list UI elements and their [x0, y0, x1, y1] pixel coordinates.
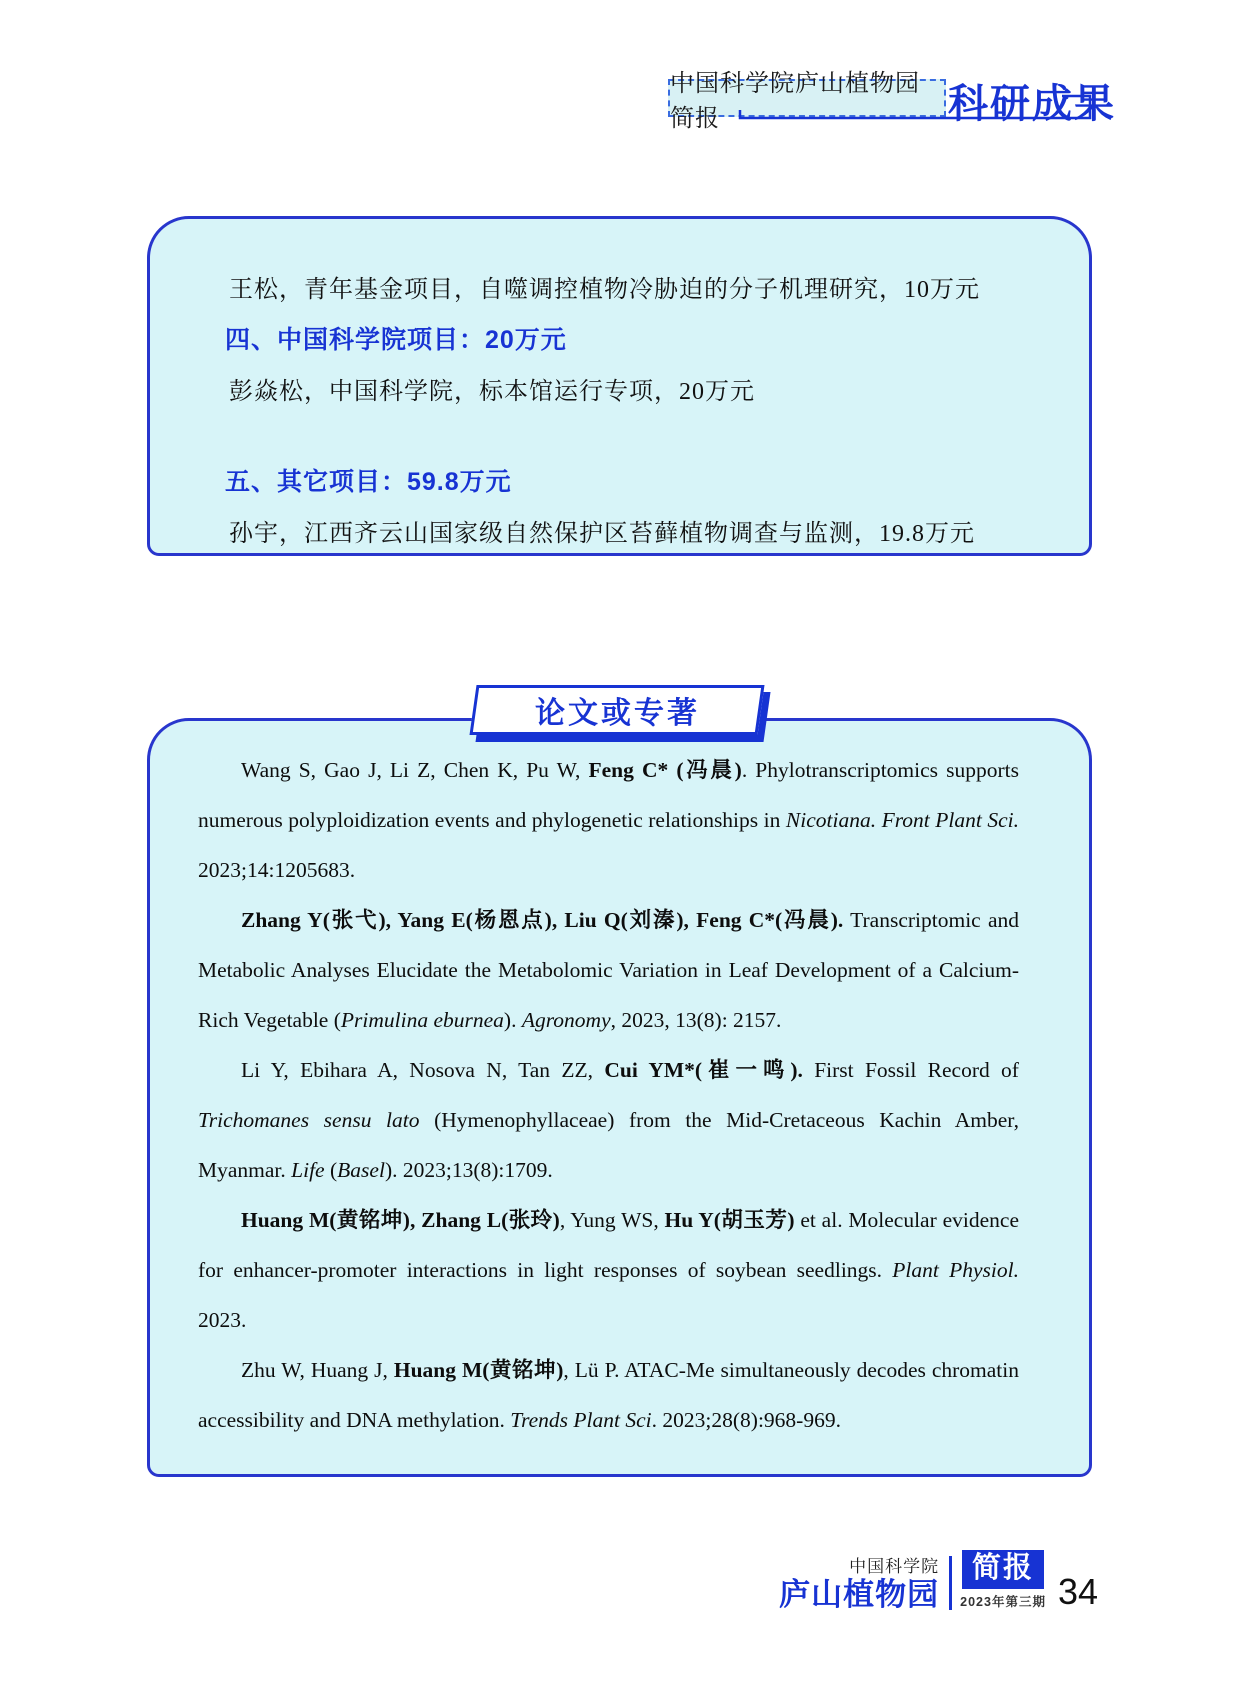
- footer-organization: [779, 1558, 939, 1610]
- footer-org-line2: 庐山植物园: [779, 1577, 940, 1612]
- footer-issue: 2023年第三期: [960, 1595, 1046, 1609]
- text-run: Agronomy: [521, 1008, 611, 1032]
- text-run: . Phylotranscriptomics supports numerous polyploidization events and phylogenetic relationships in: [198, 758, 1020, 832]
- text-run: . 2023;28(8):968-969.: [651, 1408, 841, 1432]
- text-run: Primulina eburnea: [340, 1008, 504, 1032]
- text-run: Life: [291, 1158, 325, 1182]
- text-run: 2023.: [198, 1308, 247, 1332]
- footer-divider: [949, 1556, 952, 1610]
- publication-entry: [198, 1345, 1019, 1445]
- page-number: 34: [1057, 1571, 1098, 1612]
- text-run: Cui YM*(崔一鸣).: [604, 1058, 803, 1082]
- funding-heading-cas: 四、中国科学院项目：20万元: [225, 326, 567, 354]
- spacer: [225, 407, 1029, 467]
- funding-line: 王松，青年基金项目，自噬调控植物冷胁迫的分子机理研究，10万元: [229, 277, 980, 303]
- text-run: et al. Molecular evidence for enhancer-promoter interactions in light responses of soybean seedlings.: [198, 1208, 1019, 1282]
- footer-bulletin-label: 简报: [962, 1550, 1044, 1589]
- text-run: Li Y, Ebihara A, Nosova N, Tan ZZ,: [241, 1058, 605, 1082]
- text-run: Feng C* (冯晨): [588, 758, 742, 782]
- text-run: Wang S, Gao J, Li Z, Chen K, Pu W,: [241, 758, 589, 782]
- publications-box: [147, 718, 1092, 1477]
- text-run: Huang M(黄铭坤): [393, 1358, 564, 1382]
- page-footer: [779, 1550, 1098, 1610]
- funding-line: 彭焱松，中国科学院，标本馆运行专项，20万元: [229, 379, 755, 405]
- text-run: Zhu W, Huang J,: [241, 1358, 394, 1382]
- publications-banner-label: 论文或专著: [534, 697, 700, 730]
- funding-heading-other: 五、其它项目：59.8万元: [225, 468, 512, 496]
- text-run: Huang M(黄铭坤), Zhang L(张玲): [241, 1208, 560, 1232]
- spacer: [225, 355, 1029, 377]
- publication-entry: [198, 895, 1019, 1045]
- text-run: (: [324, 1158, 338, 1182]
- funding-line: 孙宇，江西齐云山国家级自然保护区苔藓植物调查与监测，19.8万元: [229, 521, 975, 547]
- spacer: [225, 497, 1029, 519]
- text-run: , Lü P. ATAC-Me simultaneously decodes chromatin accessibility and DNA methylation.: [198, 1358, 1019, 1432]
- text-run: , Yung WS,: [559, 1208, 665, 1232]
- footer-bulletin-block: [960, 1550, 1046, 1610]
- text-run: ).: [503, 1008, 522, 1032]
- text-run: 2023;14:1205683.: [198, 858, 356, 882]
- text-run: Nicotiana. Front Plant Sci.: [785, 808, 1019, 832]
- text-run: , 2023, 13(8): 2157.: [610, 1008, 782, 1032]
- footer-org-line1: 中国科学院: [849, 1557, 940, 1576]
- text-run: (Hymenophyllaceae) from the Mid-Cretaceous Kachin Amber, Myanmar.: [198, 1108, 1019, 1182]
- header-bracket-line: [625, 70, 1105, 130]
- funding-box: [147, 216, 1092, 556]
- publication-entry: [198, 745, 1019, 895]
- text-run: Trends Plant Sci: [510, 1408, 652, 1432]
- text-run: ). 2023;13(8):1709.: [384, 1158, 553, 1182]
- text-run: Zhang Y(张弋), Yang E(杨恩点), Liu Q(刘溱), Feng C*(冯晨).: [241, 908, 844, 932]
- text-run: Transcriptomic and Metabolic Analyses Elucidate the Metabolomic Variation in Leaf Development of a Calcium-Rich Vegetable (: [198, 908, 1019, 1032]
- publications-banner: [469, 685, 764, 735]
- publication-entry: [198, 1045, 1019, 1195]
- spacer: [225, 305, 1029, 325]
- publication-entry: [198, 1195, 1019, 1345]
- text-run: Plant Physiol.: [892, 1258, 1019, 1282]
- text-run: Hu Y(胡玉芳): [664, 1208, 795, 1232]
- header-bulletin-tag-label: 中国科学院庐山植物园简报: [670, 70, 920, 132]
- text-run: First Fossil Record of: [802, 1058, 1019, 1082]
- text-run: Trichomanes sensu lato: [198, 1108, 420, 1132]
- text-run: Basel: [337, 1158, 385, 1182]
- header-section-title: 科研成果: [948, 82, 1116, 126]
